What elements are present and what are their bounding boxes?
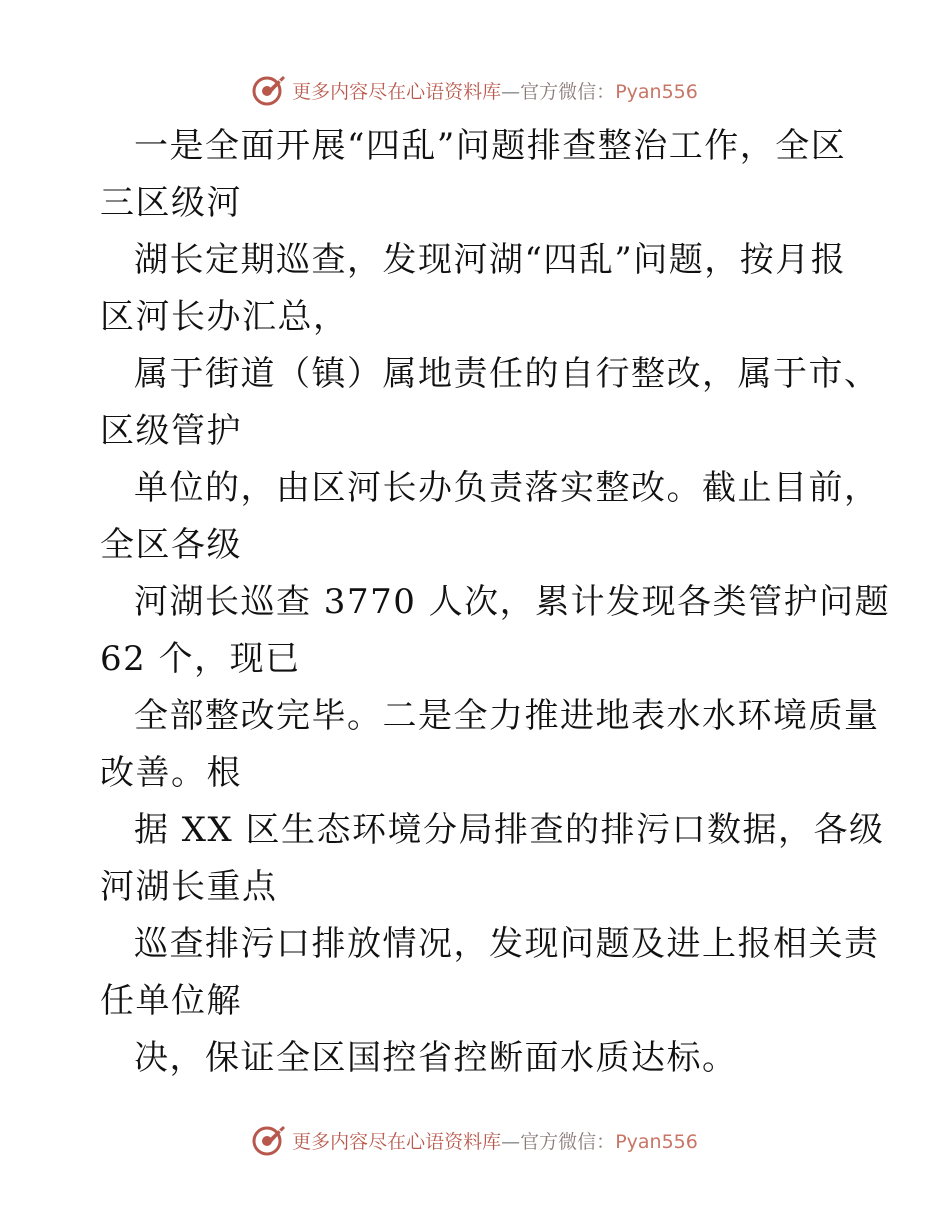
text-line: 全区各级 — [100, 525, 242, 565]
text-line: 河湖长巡查 3770 人次，累计发现各类管护问题 — [134, 582, 891, 622]
text-line: 区河长办汇总， — [100, 297, 349, 337]
text-line: 据 XX 区生态环境分局排查的排污口数据，各级 — [134, 810, 885, 850]
footer-site-text: 更多内容尽在心语资料库 — [292, 1130, 502, 1153]
header-separator: — — [501, 80, 521, 103]
text-line: 全部整改完毕。二是全力推进地表水水环境质量 — [134, 696, 880, 736]
footer-banner-text — [292, 1127, 698, 1154]
header-site-text: 更多内容尽在心语资料库 — [292, 80, 502, 103]
text-line: 河湖长重点 — [100, 867, 278, 907]
text-line: 湖长定期巡查，发现河湖“四乱”问题，按月报 — [134, 240, 847, 280]
document-body — [100, 118, 891, 1087]
text-line: 62 个，现已 — [100, 639, 301, 679]
header-banner-inner — [252, 73, 698, 107]
footer-banner — [0, 1120, 950, 1160]
header-wechat-id: Pyan556 — [615, 80, 698, 103]
text-line: 任单位解 — [100, 981, 242, 1021]
footer-separator: — — [501, 1130, 521, 1153]
text-line: 三区级河 — [100, 183, 242, 223]
text-line: 属于街道（镇）属地责任的自行整改，属于市、 — [134, 354, 880, 394]
header-wechat-label: 官方微信： — [520, 80, 616, 103]
footer-banner-inner — [252, 1123, 698, 1157]
pen-logo-icon — [252, 73, 286, 107]
header-banner — [0, 70, 950, 110]
text-line: 区级管护 — [100, 411, 242, 451]
text-line: 改善。根 — [100, 753, 242, 793]
header-banner-text — [292, 77, 698, 104]
footer-wechat-id: Pyan556 — [615, 1130, 698, 1153]
pen-logo-icon — [252, 1123, 286, 1157]
text-line: 巡查排污口排放情况，发现问题及进上报相关责 — [134, 924, 880, 964]
text-line: 单位的，由区河长办负责落实整改。截止目前， — [134, 468, 880, 508]
text-line: 决，保证全区国控省控断面水质达标。 — [134, 1038, 738, 1078]
footer-wechat-label: 官方微信： — [520, 1130, 616, 1153]
text-line: 一是全面开展“四乱”问题排查整治工作，全区 — [134, 126, 847, 166]
